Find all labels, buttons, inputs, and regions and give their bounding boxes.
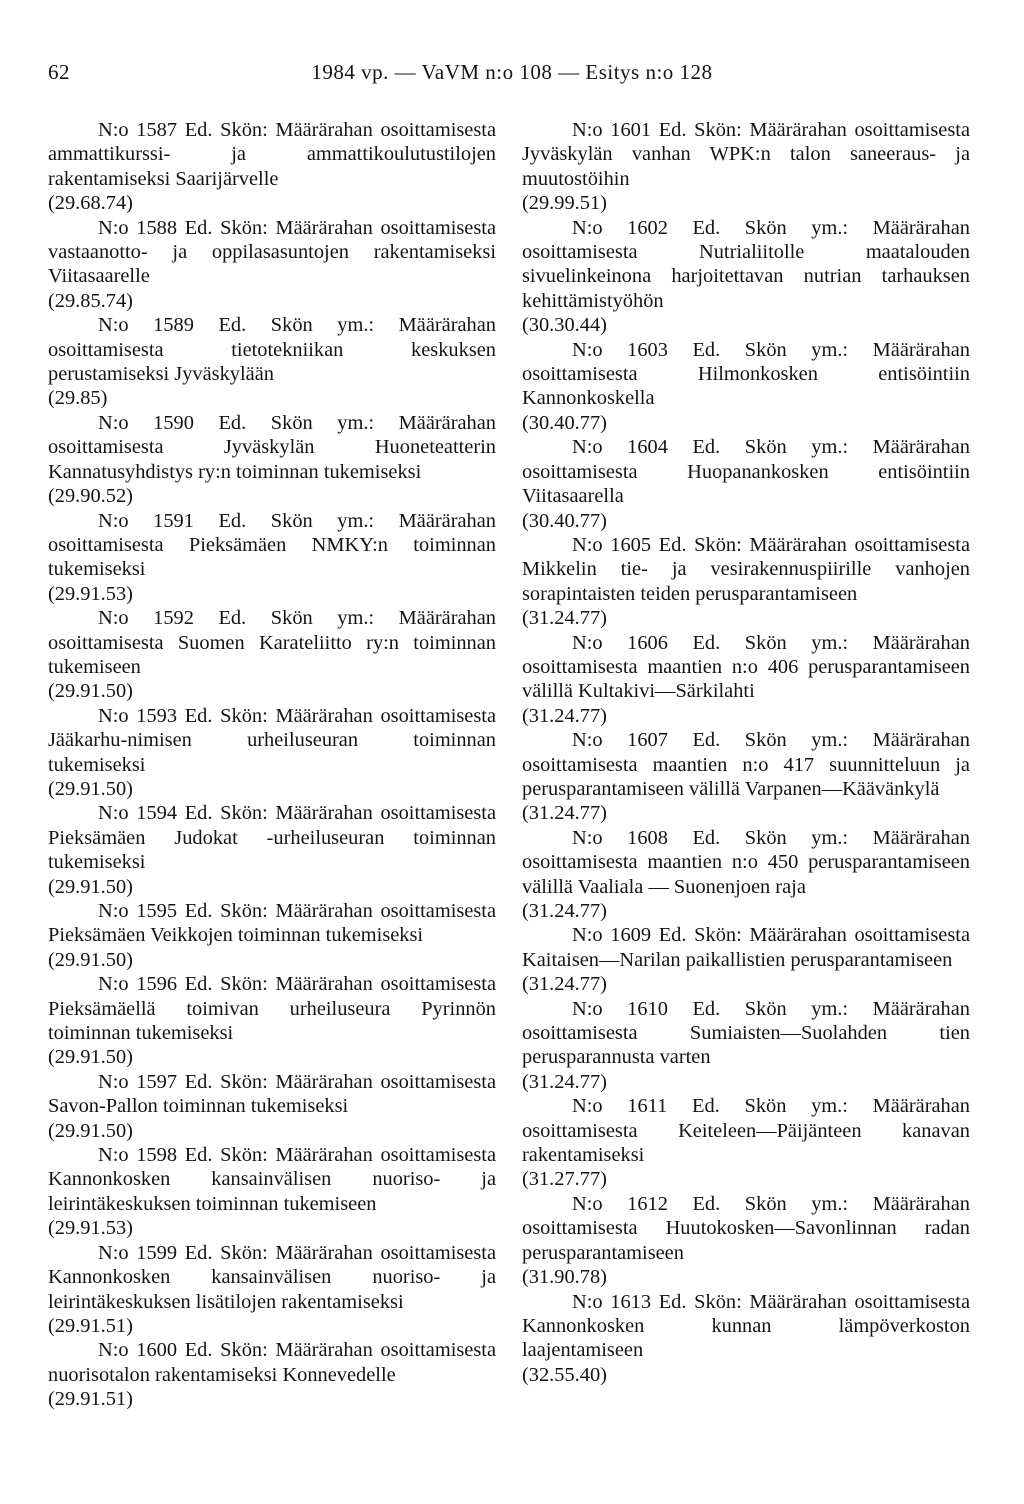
motion-heading	[522, 997, 970, 1070]
motion-number: N:o 1601 Ed.	[572, 119, 687, 141]
motion-number: N:o 1588 Ed.	[98, 216, 213, 239]
motion-heading	[522, 118, 970, 191]
motion-text: Skön: Määrärahan osoittamisesta Savon-Pallon toiminnan tukemiseksi	[48, 1070, 496, 1118]
motion-entry	[522, 533, 970, 631]
budget-reference: (29.91.53)	[48, 1217, 133, 1240]
motion-text: Skön: Määrärahan osoittamisesta Kannonkosken kansainvälisen nuoriso- ja leirintäkeskuksen toiminnan tukemiseen	[48, 1144, 496, 1215]
motion-number: N:o 1594 Ed.	[98, 802, 213, 825]
motion-entry	[522, 923, 970, 996]
budget-reference: (31.24.77)	[522, 704, 607, 727]
motion-number: N:o 1590 Ed.	[98, 411, 247, 434]
motion-number: N:o 1606 Ed.	[572, 631, 721, 654]
motion-number: N:o 1604 Ed.	[572, 436, 721, 459]
motion-heading	[48, 704, 496, 777]
budget-reference: (32.55.40)	[522, 1363, 607, 1386]
budget-reference: (30.40.77)	[522, 509, 607, 532]
motion-entry	[522, 997, 970, 1095]
motion-number: N:o 1591 Ed.	[98, 509, 247, 532]
motion-entry	[48, 509, 496, 607]
motion-text: Skön ym.: Määrärahan osoittamisesta Hilmonkosken entisöintiin Kannonkoskella	[522, 338, 970, 410]
motion-text: Skön ym.: Määrärahan osoittamisesta Huopanankosken entisöintiin Viitasaarella	[522, 436, 970, 508]
motion-text: Skön ym.: Määrärahan osoittamisesta tietotekniikan keskuksen perustamiseksi Jyväskylään	[48, 314, 496, 386]
motion-heading	[48, 313, 496, 386]
budget-reference: (29.91.50)	[48, 1119, 133, 1142]
motion-number: N:o 1592 Ed.	[98, 607, 247, 630]
budget-reference: (29.91.50)	[48, 875, 133, 898]
budget-reference: (31.24.77)	[522, 607, 607, 630]
motion-text: Skön ym.: Määrärahan osoittamisesta Suomen Karateliitto ry:n toiminnan tukemiseen	[48, 607, 496, 678]
motion-number: N:o 1610 Ed.	[572, 997, 721, 1020]
motion-number: N:o 1589 Ed.	[98, 314, 247, 337]
motion-heading	[48, 899, 496, 948]
budget-reference: (29.91.53)	[48, 582, 133, 605]
budget-reference: (31.24.77)	[522, 900, 607, 922]
motion-text: Skön: Määrärahan osoittamisesta vastaanotto- ja oppilasasuntojen rakentamiseksi Viitasaarelle	[48, 216, 496, 288]
budget-reference: (29.91.50)	[48, 777, 133, 800]
motion-number: N:o 1612 Ed.	[572, 1192, 721, 1215]
motion-entry	[48, 704, 496, 802]
motion-number: N:o 1593 Ed.	[98, 704, 213, 727]
motion-heading	[522, 631, 970, 704]
motion-entry	[48, 801, 496, 899]
motion-number: N:o 1602 Ed.	[572, 216, 721, 239]
motion-text: Skön: Määrärahan osoittamisesta Pieksämäellä toimivan urheiluseura Pyrinnön toiminnan tukemiseksi	[48, 973, 496, 1045]
motion-text: Skön: Määrärahan osoittamisesta Pieksämäen Veikkojen toiminnan tukemiseksi	[48, 900, 496, 947]
budget-reference: (29.85.74)	[48, 289, 133, 312]
motion-number: N:o 1611 Ed.	[572, 1095, 720, 1118]
motion-heading	[48, 1338, 496, 1387]
motion-number: N:o 1599 Ed.	[98, 1241, 213, 1264]
motion-text: Skön: Määrärahan osoittamisesta ammattikurssi- ja ammattikoulutustilojen rakentamiseksi Saarijärvelle	[48, 119, 496, 190]
motion-text: Skön ym.: Määrärahan osoittamisesta maantien n:o 417 suunnitteluun ja perusparantamiseen välillä Varpanen—Käävänkylä	[522, 729, 970, 800]
motion-entry	[522, 728, 970, 826]
motion-entry	[48, 1338, 496, 1411]
motion-heading	[48, 411, 496, 484]
motion-entry	[522, 216, 970, 338]
motion-entry	[522, 631, 970, 729]
motion-number: N:o 1605 Ed.	[572, 533, 687, 556]
right-column	[522, 118, 970, 1387]
motion-entry	[522, 1290, 970, 1388]
motion-number: N:o 1597 Ed.	[98, 1070, 213, 1093]
motion-text: Skön: Määrärahan osoittamisesta Kannonkosken kansainvälisen nuoriso- ja leirintäkeskuksen lisätilojen rakentamiseksi	[48, 1241, 496, 1313]
budget-reference: (29.91.51)	[48, 1314, 133, 1337]
motion-text: Skön ym.: Määrärahan osoittamisesta Huutokosken—Savonlinnan radan perusparantamiseen	[522, 1192, 970, 1264]
budget-reference: (31.24.77)	[522, 802, 607, 825]
motion-heading	[522, 1290, 970, 1363]
motion-text: Skön: Määrärahan osoittamisesta Kaitaisen—Narilan paikallistien perusparantamiseen	[522, 924, 970, 971]
budget-reference: (29.91.51)	[48, 1388, 133, 1411]
left-column	[48, 118, 496, 1412]
motion-text: Skön: Määrärahan osoittamisesta Mikkelin tie- ja vesirakennuspiirille vanhojen sorapintaisten teiden perusparantamiseen	[522, 533, 970, 605]
running-head: 1984 vp. — VaVM n:o 108 — Esitys n:o 128	[311, 60, 713, 84]
motion-heading	[48, 118, 496, 191]
motion-entry	[48, 411, 496, 509]
motion-entry	[522, 435, 970, 533]
motion-entry	[522, 1094, 970, 1192]
motion-text: Skön: Määrärahan osoittamisesta Jääkarhu-nimisen urheiluseuran toiminnan tukemiseksi	[48, 704, 496, 776]
motion-text: Skön: Määrärahan osoittamisesta Jyväskylän vanhan WPK:n talon saneeraus- ja muutostöihin	[522, 119, 970, 190]
motion-heading	[48, 1241, 496, 1314]
motion-heading	[522, 1094, 970, 1167]
motion-number: N:o 1603 Ed.	[572, 338, 721, 361]
budget-reference: (29.91.50)	[48, 1046, 133, 1069]
motion-entry	[48, 972, 496, 1070]
motion-entry	[48, 118, 496, 216]
motion-heading	[522, 728, 970, 801]
budget-reference: (30.40.77)	[522, 411, 607, 434]
motion-number: N:o 1595 Ed.	[98, 900, 213, 922]
budget-reference: (31.27.77)	[522, 1168, 607, 1191]
motion-text: Skön ym.: Määrärahan osoittamisesta Nutrialiitolle maatalouden sivuelinkeinona harjoitettavan nutrian tarhauksen kehittämistyöhön	[522, 216, 970, 312]
motion-entry	[48, 899, 496, 972]
motion-heading	[48, 1070, 496, 1119]
motion-entry	[522, 826, 970, 924]
budget-reference: (31.24.77)	[522, 1070, 607, 1093]
motion-text: Skön ym.: Määrärahan osoittamisesta Sumiaisten—Suolahden tien perusparannusta varten	[522, 997, 970, 1069]
motion-heading	[48, 216, 496, 289]
budget-reference: (29.90.52)	[48, 485, 133, 508]
motion-heading	[48, 801, 496, 874]
motion-number: N:o 1598 Ed.	[98, 1144, 213, 1167]
motion-heading	[48, 509, 496, 582]
motion-entry	[48, 606, 496, 704]
motion-number: N:o 1609 Ed.	[572, 924, 687, 947]
motion-text: Skön: Määrärahan osoittamisesta Kannonkosken kunnan lämpöverkoston laajentamiseen	[522, 1290, 970, 1362]
motion-text: Skön ym.: Määrärahan osoittamisesta Jyväskylän Huoneteatterin Kannatusyhdistys ry:n toiminnan tukemiseksi	[48, 411, 496, 483]
motion-entry	[522, 1192, 970, 1290]
budget-reference: (30.30.44)	[522, 314, 607, 337]
motion-heading	[48, 972, 496, 1045]
budget-reference: (29.91.50)	[48, 680, 133, 703]
motion-heading	[522, 923, 970, 972]
page-number: 62	[48, 60, 70, 84]
budget-reference: (31.24.77)	[522, 973, 607, 996]
budget-reference: (29.68.74)	[48, 192, 133, 215]
motion-entry	[48, 1241, 496, 1339]
budget-reference: (29.99.51)	[522, 192, 607, 215]
motion-entry	[48, 313, 496, 411]
motion-heading	[522, 435, 970, 508]
motion-heading	[522, 216, 970, 314]
motion-heading	[522, 826, 970, 899]
motion-text: Skön: Määrärahan osoittamisesta nuorisotalon rakentamiseksi Konnevedelle	[48, 1339, 496, 1386]
motion-number: N:o 1600 Ed.	[98, 1339, 213, 1362]
motion-entry	[522, 118, 970, 216]
motion-heading	[48, 1143, 496, 1216]
motion-entry	[48, 1070, 496, 1143]
motion-entry	[48, 1143, 496, 1241]
motion-heading	[522, 533, 970, 606]
budget-reference: (29.85)	[48, 387, 108, 410]
motion-entry	[48, 216, 496, 314]
motion-number: N:o 1596 Ed.	[98, 973, 213, 996]
motion-entry	[522, 338, 970, 436]
motion-number: N:o 1607 Ed.	[572, 729, 721, 752]
motion-heading	[48, 606, 496, 679]
motion-heading	[522, 1192, 970, 1265]
motion-number: N:o 1587 Ed.	[98, 119, 213, 141]
motion-text: Skön ym.: Määrärahan osoittamisesta maantien n:o 406 perusparantamiseen välillä Kultakivi—Särkilahti	[522, 631, 970, 703]
motion-number: N:o 1613 Ed.	[572, 1290, 687, 1313]
motion-heading	[522, 338, 970, 411]
budget-reference: (31.90.78)	[522, 1266, 607, 1289]
budget-reference: (29.91.50)	[48, 948, 133, 971]
motion-text: Skön ym.: Määrärahan osoittamisesta maantien n:o 450 perusparantamiseen välillä Vaaliala — Suonenjoen raja	[522, 826, 970, 898]
motion-number: N:o 1608 Ed.	[572, 826, 721, 849]
motion-text: Skön ym.: Määrärahan osoittamisesta Pieksämäen NMKY:n toiminnan tukemiseksi	[48, 509, 496, 581]
motion-text: Skön: Määrärahan osoittamisesta Pieksämäen Judokat -urheiluseuran toiminnan tukemiseksi	[48, 802, 496, 874]
motion-text: Skön ym.: Määrärahan osoittamisesta Keiteleen—Päijänteen kanavan rakentamiseksi	[522, 1095, 970, 1167]
